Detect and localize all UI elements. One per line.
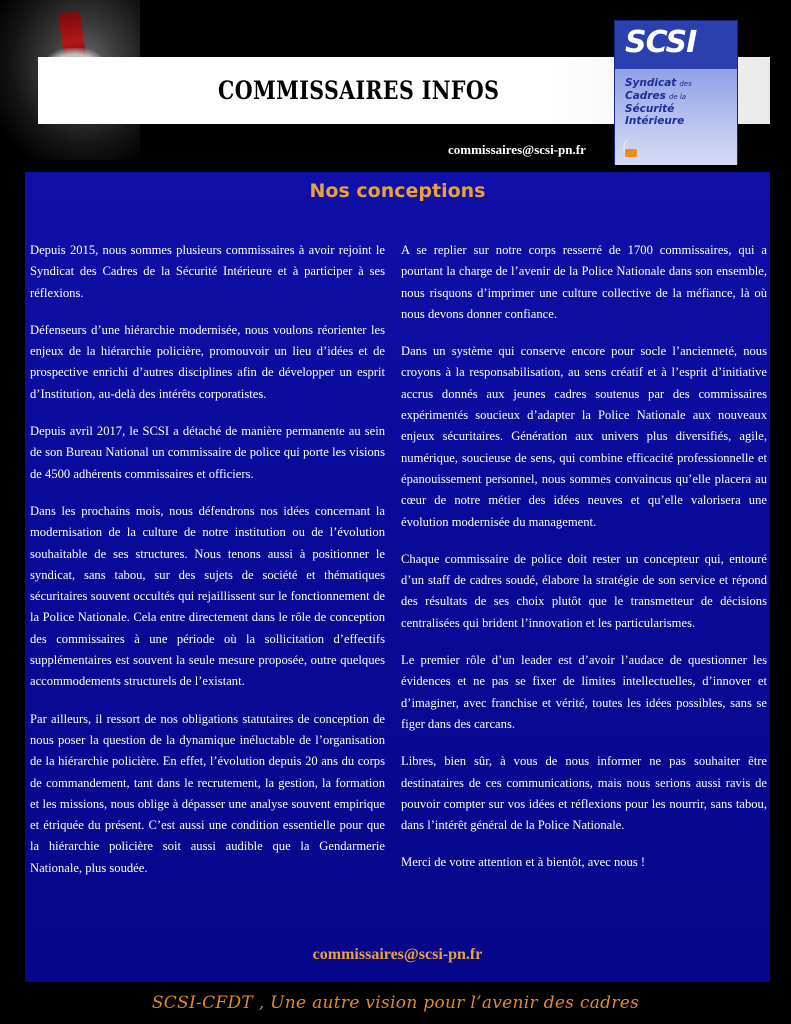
paragraph: Chaque commissaire de police doit rester un concepteur qui, entouré d’un staff de cadres soudé, élabore la stratégie de son service et répond des résultats de ses choix plutôt que le transmetteur de décisions centralisées qui brident l’innovation et les particularismes. [401, 551, 767, 630]
footer-email-link[interactable]: commissaires@scsi-pn.fr [312, 946, 483, 963]
scsi-logo [614, 20, 738, 164]
header-email-link[interactable]: commissaires@scsi-pn.fr [448, 142, 586, 157]
paragraph: Libres, bien sûr, à vous de nous informer ne pas souhaiter être destinataires de ces communications, mais nous serions aussi ravis de pouvoir compter sur vos idées et réflexions pour les nourrir, sans tabou, dans l’intérêt général de la Police Nationale. [401, 754, 767, 833]
newsletter-title: COMMISSAIRES INFOS [218, 76, 500, 105]
paragraph: Depuis 2015, nous sommes plusieurs commissaires à avoir rejoint le Syndicat des Cadres de la Sécurité Intérieure et à participer à ses réflexions. [30, 243, 385, 300]
paragraph: Dans un système qui conserve encore pour socle l’ancienneté, nous croyons à la responsabilisation, au sens créatif et à l’esprit d’initiative accrus donnés aux jeunes cadres soutenus par des commissaires expérimentés soucieux d’adapter la Police Nationale aux nouveaux enjeux sécuritaires. Génération aux univers plus diversifiés, agile, numérique, soucieuse de sens, qui combine efficacité professionnelle et épanouissement personnel, nous sommes convaincus qu’elle placera au cœur de notre métier des idées neuves et qu’elle valorisera une évolution modernisée du management. [401, 344, 767, 529]
article-right-column [401, 240, 767, 890]
paragraph: Par ailleurs, il ressort de nos obligations statutaires de conception de nous poser la question de la dynamique inéluctable de l’organisation de la hiérarchie policière. En effet, l’évolution depuis 20 ans du corps de commandement, tant dans le recrutement, la gestion, la formation et les missions, nous oblige à dépasser une analyse souvent empirique et étriquée du présent. C’est aussi une condition essentielle pour que la hiérarchie policière soit aussi audible que la Gendarmerie Nationale, plus soudée. [30, 711, 385, 875]
footer-slogan: SCSI-CFDT , Une autre vision pour l’avenir des cadres [151, 993, 640, 1013]
paragraph: Depuis avril 2017, le SCSI a détaché de manière permanente au sein de son Bureau National un commissaire de police qui porte les visions de 4500 adhérents commissaires et officiers. [30, 424, 385, 481]
logo-name: SCSI [625, 25, 697, 60]
paragraph: Merci de votre attention et à bientôt, avec nous ! [401, 855, 646, 870]
cfdt-badge-icon [625, 149, 637, 157]
paragraph: Dans les prochains mois, nous défendrons nos idées concernant la modernisation de la culture de notre institution ou de l’évolution souhaitable de ses structures. Nous tenons aussi à positionner le syndicat, sans tabou, sur des sujets de société et thématiques sécuritaires souvent occultés qui rejaillissent sur le fonctionnement de la Police Nationale. Cela entre directement dans le rôle de conception des commissaires à une période où la sollicitation d’effectifs supplémentaires est souvent la seule mesure proposée, outre quelques accommodements structurels de l’existant. [30, 503, 385, 689]
paragraph: Défenseurs d’une hiérarchie modernisée, nous voulons réorienter les enjeux de la hiérarchie policière, promouvoir un lieu d’idées et de prospective enrichi d’autres disciplines afin de développer un esprit d’Institution, au-delà des intérêts corporatistes. [30, 322, 385, 401]
article-title: Nos conceptions [309, 180, 486, 202]
article-left-column [30, 240, 385, 895]
paragraph: A se replier sur notre corps resserré de 1700 commissaires, qui a pourtant la charge de l’avenir de la Police Nationale dans son ensemble, nous risquons d’imprimer une culture collective de la méfiance, là où nous devons donner confiance. [401, 243, 767, 321]
logo-subtitle: Syndicat des Cadres de la Sécurité Intérieure [625, 77, 692, 127]
paragraph: Le premier rôle d’un leader est d’avoir l’audace de questionner les évidences et ne pas se fixer de limites intellectuelles, d’innover et d’imaginer, avec franchise et vérité, toutes les idées possibles, sans se figer dans des carcans. [401, 653, 767, 731]
